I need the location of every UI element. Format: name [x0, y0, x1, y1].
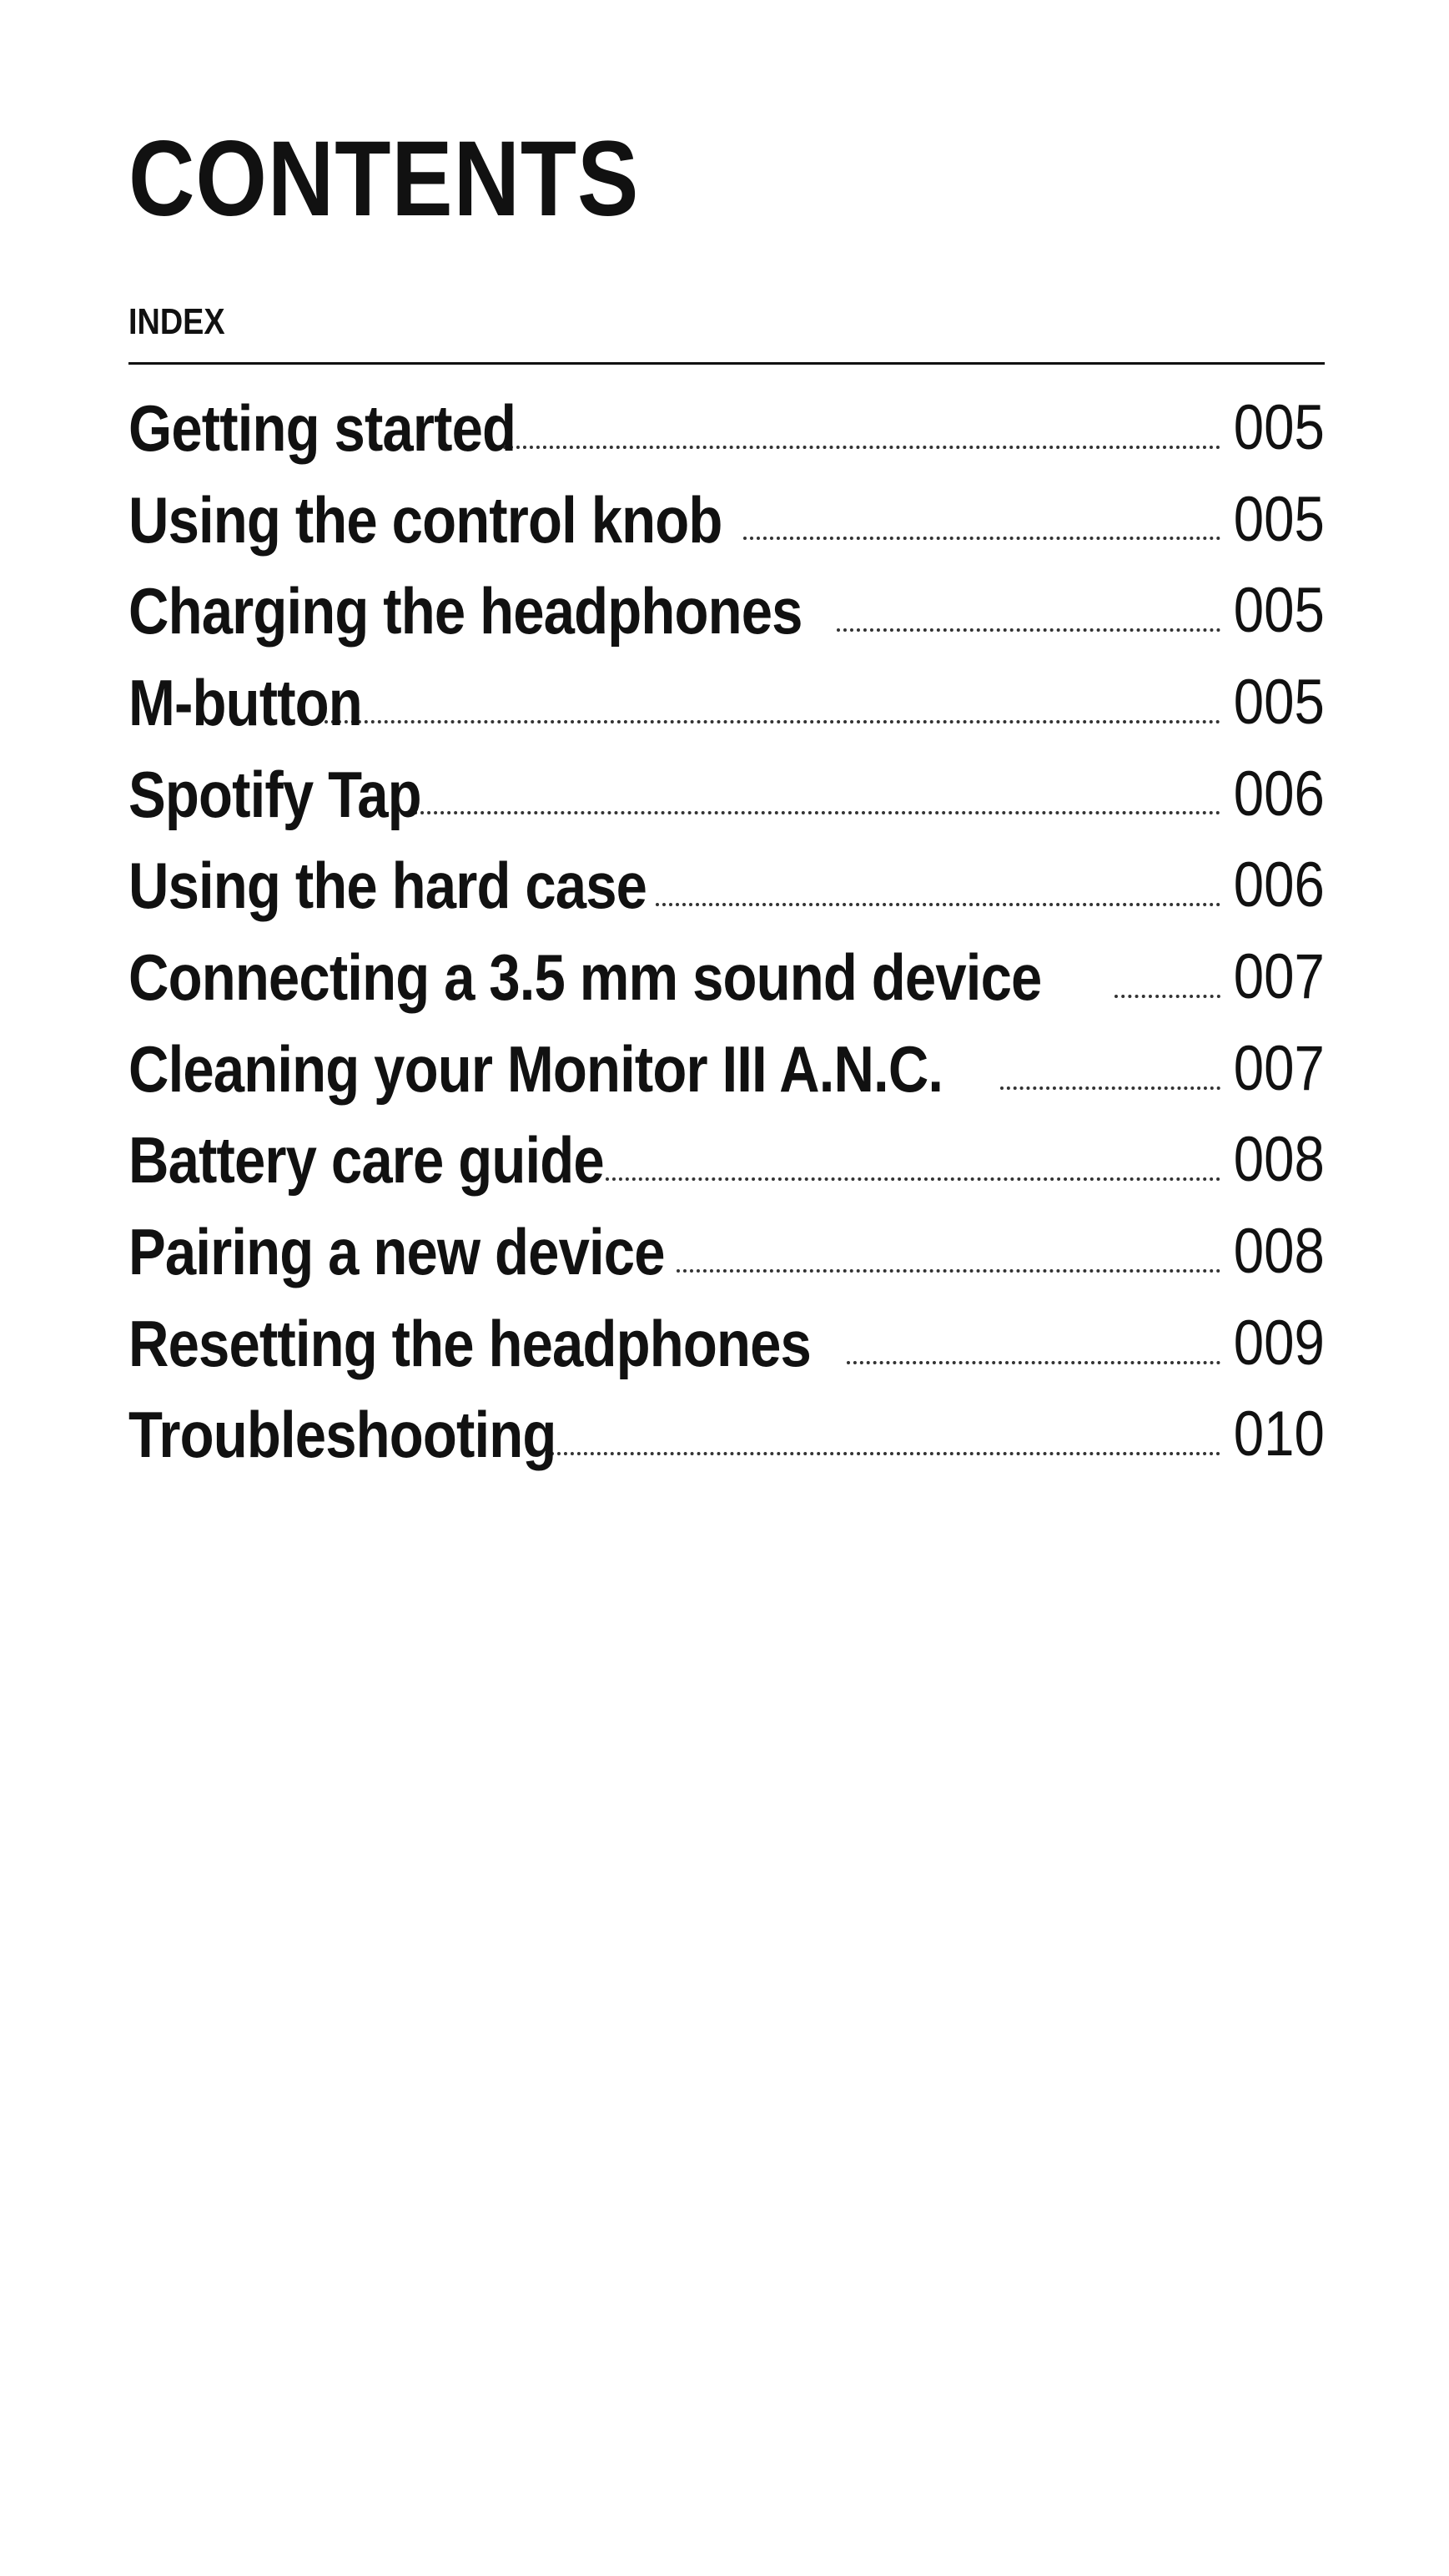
dot-leader [837, 628, 1221, 632]
toc-entry-spotify-tap[interactable] [128, 749, 1325, 840]
toc-entry-title: Connecting a 3.5 mm sound device [128, 940, 1042, 1014]
toc-entry-title: Charging the headphones [128, 574, 802, 648]
dot-leader [847, 1361, 1220, 1364]
dot-leader [743, 537, 1220, 540]
toc-entry-m-button[interactable] [128, 657, 1325, 749]
toc-entry-cleaning-your-monitor[interactable] [128, 1023, 1325, 1115]
toc-entry-connecting-a-sound-device[interactable] [128, 931, 1325, 1023]
toc-entry-getting-started[interactable] [128, 382, 1325, 474]
toc-entry-title: Getting started [128, 391, 516, 465]
toc-entry-title: Cleaning your Monitor III A.N.C. [128, 1031, 943, 1106]
dot-leader [1000, 1086, 1220, 1090]
toc-entry-title: Spotify Tap [128, 757, 421, 831]
page-title: CONTENTS [128, 119, 640, 239]
divider-line [128, 362, 1325, 365]
toc-entry-page: 010 [1233, 1399, 1325, 1470]
toc-entry-page: 008 [1233, 1216, 1325, 1288]
dot-leader [677, 1269, 1220, 1273]
toc-entry-pairing-a-new-device[interactable] [128, 1206, 1325, 1298]
toc-entry-title: Resetting the headphones [128, 1306, 811, 1380]
dot-leader [656, 903, 1220, 906]
toc-entry-troubleshooting[interactable] [128, 1389, 1325, 1481]
toc-entry-charging-the-headphones[interactable] [128, 565, 1325, 657]
dot-leader [606, 1177, 1220, 1181]
toc-entry-page: 005 [1233, 483, 1325, 555]
toc-entry-page: 007 [1233, 940, 1325, 1012]
toc-entry-battery-care-guide[interactable] [128, 1115, 1325, 1207]
toc-entry-page: 009 [1233, 1307, 1325, 1379]
toc-entry-page: 007 [1233, 1032, 1325, 1104]
toc-entry-page: 006 [1233, 758, 1325, 829]
toc-entry-page: 005 [1233, 575, 1325, 647]
toc-entry-title: Troubleshooting [128, 1398, 556, 1472]
toc-entry-page: 006 [1233, 849, 1325, 921]
toc-entry-resetting-the-headphones[interactable] [128, 1298, 1325, 1389]
toc-entry-title: M-button [128, 665, 362, 739]
toc-entry-page: 005 [1233, 391, 1325, 463]
dot-leader [325, 720, 1220, 723]
toc-entry-title: Using the control knob [128, 482, 722, 557]
toc-entry-title: Pairing a new device [128, 1215, 665, 1289]
dot-leader [394, 811, 1221, 814]
toc-entry-page: 005 [1233, 666, 1325, 738]
toc-entry-title: Battery care guide [128, 1123, 604, 1197]
index-label: INDEX [128, 301, 225, 342]
table-of-contents [128, 382, 1325, 1480]
dot-leader [1114, 995, 1220, 998]
toc-entry-title: Using the hard case [128, 849, 647, 923]
toc-entry-page: 008 [1233, 1124, 1325, 1196]
toc-entry-using-the-control-knob[interactable] [128, 474, 1325, 566]
toc-entry-using-the-hard-case[interactable] [128, 839, 1325, 931]
dot-leader [551, 1452, 1221, 1455]
dot-leader [503, 446, 1220, 449]
